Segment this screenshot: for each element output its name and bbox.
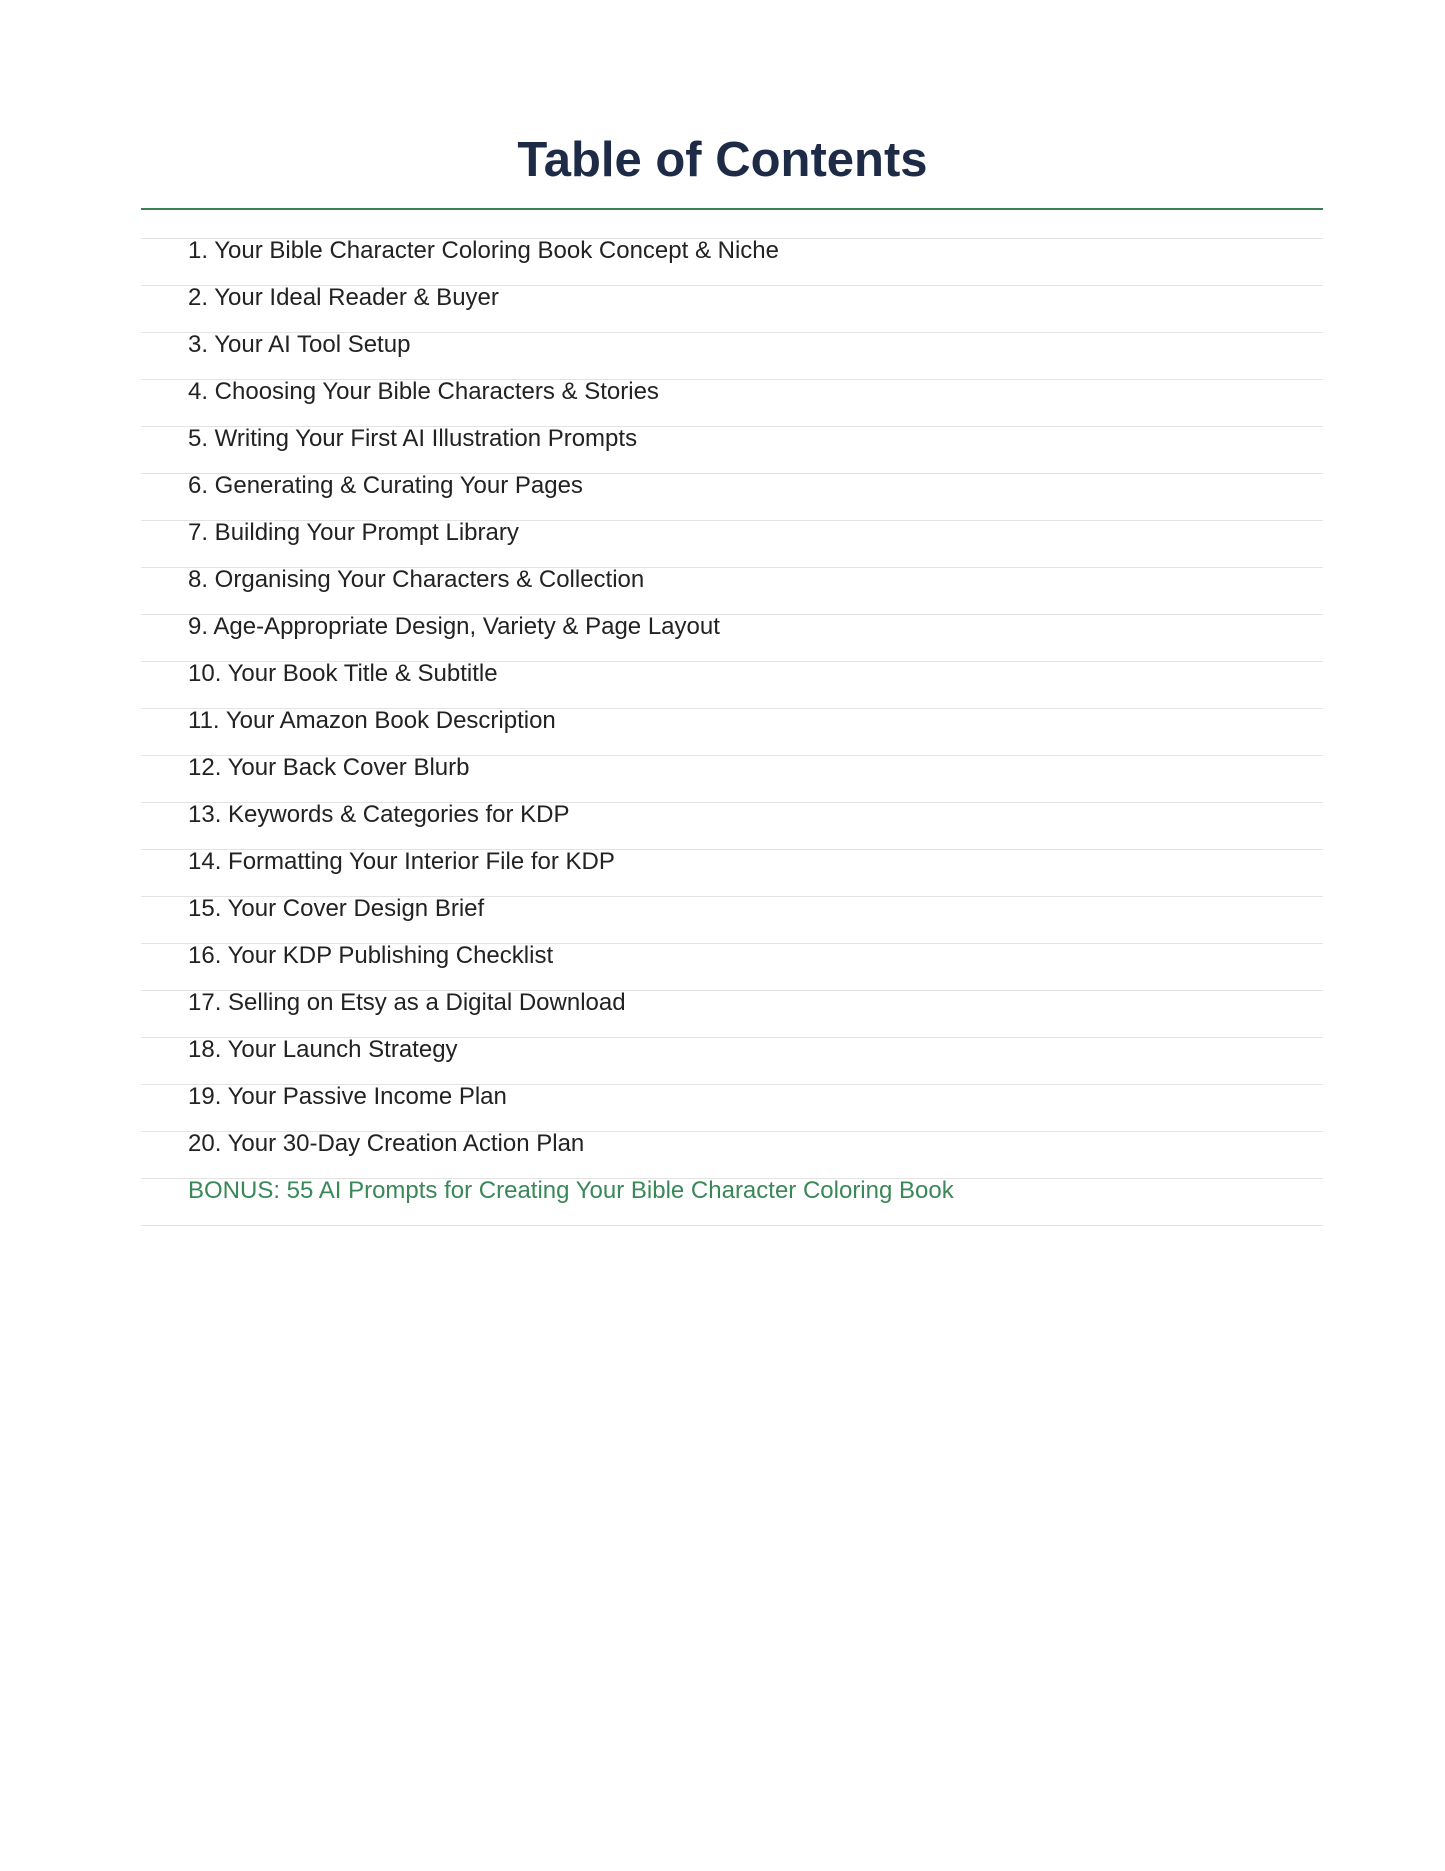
toc-item[interactable] <box>141 662 1323 709</box>
toc-item-label: 1. Your Bible Character Coloring Book Concept & Niche <box>188 237 779 264</box>
toc-item-label: 7. Building Your Prompt Library <box>188 519 519 546</box>
toc-list <box>141 238 1323 1226</box>
toc-item-label: 20. Your 30-Day Creation Action Plan <box>188 1130 585 1157</box>
toc-item[interactable] <box>141 474 1323 521</box>
toc-item[interactable] <box>141 380 1323 427</box>
toc-item[interactable] <box>141 756 1323 803</box>
toc-item-label: 4. Choosing Your Bible Characters & Stories <box>188 378 659 405</box>
toc-item[interactable] <box>141 568 1323 615</box>
toc-item[interactable] <box>141 897 1323 944</box>
toc-item[interactable] <box>141 1132 1323 1179</box>
toc-item[interactable] <box>141 521 1323 568</box>
title-divider <box>141 208 1323 210</box>
toc-item-label: 17. Selling on Etsy as a Digital Download <box>188 989 626 1016</box>
toc-item[interactable] <box>141 286 1323 333</box>
toc-item[interactable] <box>141 427 1323 474</box>
toc-item-label: 8. Organising Your Characters & Collection <box>188 566 645 593</box>
toc-item[interactable] <box>141 615 1323 662</box>
toc-item-label: 6. Generating & Curating Your Pages <box>188 472 583 499</box>
toc-item-label: 18. Your Launch Strategy <box>188 1036 458 1063</box>
toc-item-label: 3. Your AI Tool Setup <box>188 331 411 358</box>
toc-item-label: 14. Formatting Your Interior File for KDP <box>188 848 615 875</box>
toc-item-label: 10. Your Book Title & Subtitle <box>188 660 498 687</box>
toc-bonus-label: BONUS: 55 AI Prompts for Creating Your Bible Character Coloring Book <box>188 1177 954 1204</box>
toc-bonus-item[interactable] <box>141 1179 1323 1226</box>
toc-item[interactable] <box>141 850 1323 897</box>
toc-item[interactable] <box>141 709 1323 756</box>
toc-item-label: 11. Your Amazon Book Description <box>188 707 556 734</box>
toc-item-label: 12. Your Back Cover Blurb <box>188 754 470 781</box>
toc-item[interactable] <box>141 239 1323 286</box>
toc-item[interactable] <box>141 333 1323 380</box>
toc-item[interactable] <box>141 991 1323 1038</box>
toc-item-label: 2. Your Ideal Reader & Buyer <box>188 284 499 311</box>
toc-item[interactable] <box>141 803 1323 850</box>
toc-item-label: 13. Keywords & Categories for KDP <box>188 801 570 828</box>
page-title: Table of Contents <box>517 133 928 187</box>
toc-item-label: 9. Age-Appropriate Design, Variety & Page Layout <box>188 613 720 640</box>
toc-item[interactable] <box>141 944 1323 991</box>
toc-item-label: 15. Your Cover Design Brief <box>188 895 485 922</box>
toc-item-label: 16. Your KDP Publishing Checklist <box>188 942 554 969</box>
toc-item[interactable] <box>141 1085 1323 1132</box>
toc-item-label: 5. Writing Your First AI Illustration Prompts <box>188 425 638 452</box>
toc-item-label: 19. Your Passive Income Plan <box>188 1083 507 1110</box>
toc-item[interactable] <box>141 1038 1323 1085</box>
